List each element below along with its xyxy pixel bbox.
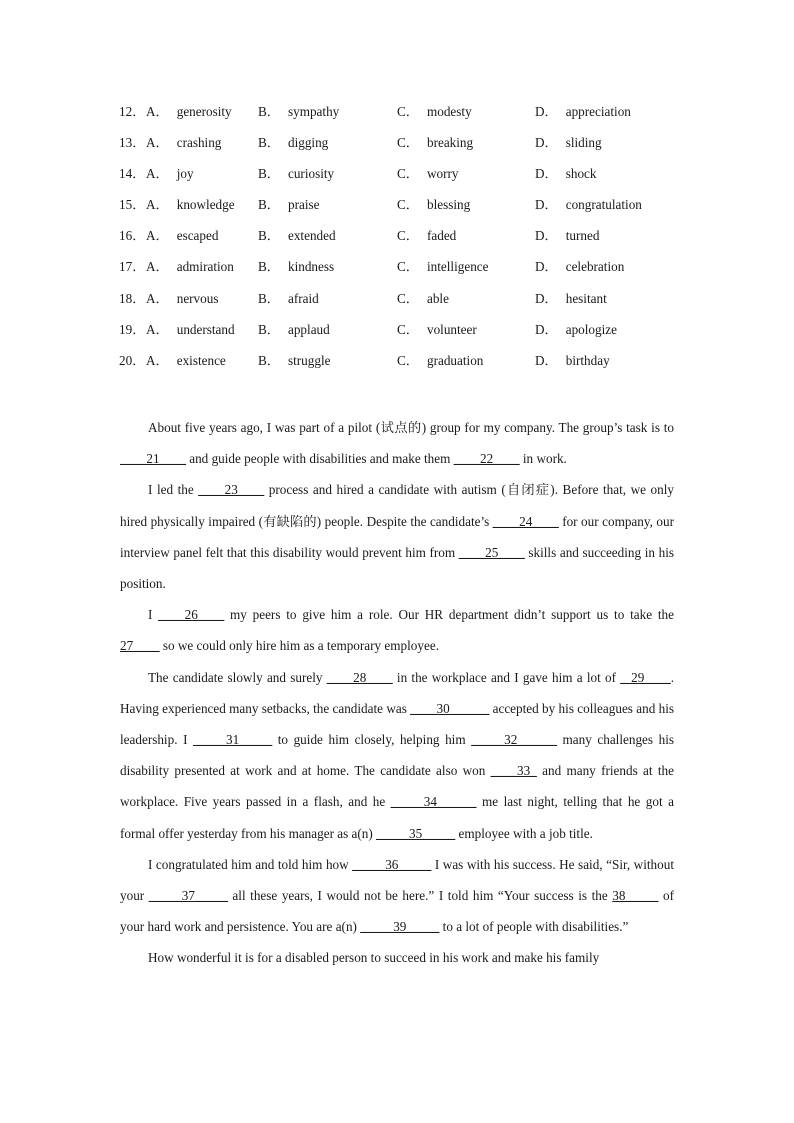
option-letter: C．	[397, 259, 419, 275]
blank-31: _____31_____	[193, 732, 273, 748]
option-d	[535, 101, 631, 123]
option-letter: A．	[146, 321, 169, 337]
option-d	[535, 163, 597, 185]
option-b	[258, 163, 334, 185]
option-c	[397, 256, 489, 278]
text: How wonderful it is for a disabled person to succeed in his work and make his family	[148, 950, 600, 966]
option-letter: B．	[258, 321, 280, 337]
option-b	[258, 288, 319, 310]
option-letter: C．	[397, 135, 419, 151]
option-letter: C．	[397, 166, 419, 182]
text: skills and succeeding in his position.	[120, 544, 674, 592]
text: and guide people with disabilities and make them	[185, 451, 454, 467]
blank-27: 27____	[120, 638, 160, 654]
blank-28: ____28____	[326, 669, 393, 685]
option-c	[397, 163, 458, 185]
text: many challenges his disability presented at work and at home. The candidate also won	[120, 732, 674, 779]
option-letter: D．	[535, 135, 558, 151]
option-letter: B．	[258, 290, 280, 306]
option-letter: B．	[258, 352, 280, 368]
question-number: 15．	[119, 197, 146, 213]
blank-32: _____32______	[471, 732, 557, 748]
option-word: kindness	[287, 259, 335, 275]
text: for our company, our interview panel felt that this disability would prevent him from	[120, 513, 674, 560]
option-word: intelligence	[426, 259, 489, 275]
question-number: 16．	[119, 228, 146, 244]
option-d	[535, 288, 607, 310]
option-word: understand	[176, 321, 235, 337]
blank-34: _____34______	[390, 794, 477, 810]
option-word: afraid	[287, 290, 319, 306]
option-d	[535, 132, 602, 154]
text: process and hired a candidate with autism (自闭症). Before that, we only hired physically impaired (有缺陷的) people. Despite the candidate’s	[120, 482, 674, 529]
option-word: admiration	[176, 259, 234, 275]
option-word: faded	[426, 228, 457, 244]
option-letter: B．	[258, 228, 280, 244]
option-c	[397, 319, 477, 341]
blank-26: ____26____	[158, 607, 225, 623]
text: I congratulated him and told him how	[148, 856, 353, 872]
option-b	[258, 256, 334, 278]
answer-options-list	[119, 101, 679, 381]
option-letter: A．	[146, 352, 169, 368]
option-word: sliding	[565, 135, 602, 151]
option-letter: D．	[535, 259, 558, 275]
option-c	[397, 350, 483, 372]
option-word: existence	[176, 352, 226, 368]
option-word: praise	[287, 197, 320, 213]
option-letter: D．	[535, 104, 558, 119]
option-letter: D．	[535, 321, 558, 337]
blank-37: _____37_____	[148, 888, 228, 904]
option-a	[146, 225, 218, 247]
blank-33: ____33_	[490, 763, 537, 779]
option-letter: D．	[535, 352, 558, 368]
option-letter: D．	[535, 228, 558, 244]
option-letter: C．	[397, 104, 419, 119]
question-number: 19．	[119, 321, 146, 337]
option-d	[535, 350, 610, 372]
option-letter: C．	[397, 197, 419, 213]
text: I was with his success. He said, “Sir, without your	[120, 856, 674, 904]
text: I led the	[148, 482, 199, 498]
option-letter: D．	[535, 166, 558, 182]
question-row	[119, 194, 679, 225]
option-b	[258, 132, 328, 154]
question-row	[119, 101, 679, 132]
option-a	[146, 288, 218, 310]
option-word: able	[426, 290, 449, 306]
option-letter: B．	[258, 259, 280, 275]
blank-30: ____30______	[410, 700, 490, 716]
option-letter: C．	[397, 321, 419, 337]
blank-39: _____39_____	[360, 919, 440, 935]
option-c	[397, 194, 470, 216]
option-c	[397, 101, 472, 123]
paragraph-2	[120, 474, 674, 599]
option-word: congratulation	[565, 197, 642, 213]
option-word: digging	[287, 135, 329, 151]
option-word: worry	[426, 166, 459, 182]
option-a	[146, 101, 232, 123]
question-row	[119, 132, 679, 163]
option-letter: A．	[146, 197, 169, 213]
option-word: sympathy	[287, 104, 340, 119]
option-d	[535, 225, 599, 247]
option-word: celebration	[565, 259, 625, 275]
blank-21: ____21____	[120, 451, 186, 467]
option-word: turned	[565, 228, 600, 244]
paragraph-1	[120, 412, 674, 474]
option-letter: B．	[258, 104, 280, 119]
option-word: joy	[176, 166, 194, 182]
option-letter: B．	[258, 135, 280, 151]
blank-38: 38_____	[612, 888, 659, 904]
option-word: applaud	[287, 321, 330, 337]
blank-23: ____23____	[198, 482, 265, 498]
option-letter: C．	[397, 352, 419, 368]
text: so we could only hire him as a temporary employee.	[159, 638, 439, 654]
option-c	[397, 132, 473, 154]
option-b	[258, 319, 330, 341]
text: I	[148, 607, 159, 623]
option-letter: D．	[535, 197, 558, 213]
question-row	[119, 163, 679, 194]
option-word: nervous	[176, 290, 219, 306]
text: . Having experienced many setbacks, the candidate was	[120, 669, 674, 716]
option-letter: B．	[258, 166, 280, 182]
question-number: 13．	[119, 135, 146, 151]
text: and many friends at the workplace. Five years passed in a flash, and he	[120, 763, 674, 810]
blank-22: ____22____	[453, 451, 520, 467]
text: to guide him closely, helping him	[272, 732, 472, 748]
option-letter: C．	[397, 228, 419, 244]
option-letter: A．	[146, 135, 169, 151]
blank-25: ____25____	[458, 544, 525, 560]
option-letter: D．	[535, 290, 558, 306]
question-row	[119, 225, 679, 256]
option-b	[258, 194, 319, 216]
option-d	[535, 256, 624, 278]
option-word: extended	[287, 228, 336, 244]
blank-35: _____35_____	[376, 825, 456, 841]
option-word: graduation	[426, 352, 484, 368]
paragraph-5	[120, 849, 674, 943]
cloze-passage	[120, 412, 674, 974]
option-word: hesitant	[565, 290, 607, 306]
option-a	[146, 132, 221, 154]
option-b	[258, 101, 339, 123]
option-word: appreciation	[565, 104, 631, 119]
question-row	[119, 319, 679, 350]
text: of your hard work and persistence. You are a(n)	[120, 888, 674, 935]
option-a	[146, 163, 194, 185]
paragraph-4	[120, 662, 674, 849]
option-b	[258, 350, 330, 372]
option-a	[146, 194, 235, 216]
option-letter: A．	[146, 166, 169, 182]
question-row	[119, 288, 679, 319]
blank-36: _____36_____	[352, 856, 432, 872]
paragraph-3	[120, 599, 674, 661]
blank-29: _ 29____	[620, 669, 671, 685]
text: all these years, I would not be here.” I told him “Your success is the	[227, 888, 613, 904]
option-word: shock	[565, 166, 597, 182]
text: accepted by his colleagues and his leadership. I	[120, 700, 674, 748]
option-a	[146, 350, 226, 372]
question-row	[119, 350, 679, 381]
blank-24: ____24____	[492, 513, 559, 529]
option-letter: A．	[146, 228, 169, 244]
option-word: escaped	[176, 228, 219, 244]
option-word: struggle	[287, 352, 331, 368]
text: my peers to give him a role. Our HR department didn’t support us to take the	[224, 607, 674, 623]
question-number: 20．	[119, 352, 146, 368]
text: The candidate slowly and surely	[148, 669, 327, 685]
text: to a lot of people with disabilities.”	[439, 919, 629, 935]
option-word: apologize	[565, 321, 617, 337]
option-word: curiosity	[287, 166, 335, 182]
text: About five years ago, I was part of a pilot (试点的) group for my company. The group’s task is to	[148, 420, 674, 435]
option-word: crashing	[176, 135, 222, 151]
option-a	[146, 319, 235, 341]
option-word: birthday	[565, 352, 610, 368]
option-letter: B．	[258, 197, 280, 213]
option-word: blessing	[426, 197, 471, 213]
option-letter: C．	[397, 290, 419, 306]
question-row	[119, 256, 679, 287]
text: employee with a job title.	[455, 825, 593, 841]
text: in work.	[519, 451, 567, 467]
option-letter: A．	[146, 104, 169, 119]
text: in the workplace and I gave him a lot of	[392, 669, 621, 685]
option-d	[535, 194, 642, 216]
option-word: generosity	[176, 104, 232, 119]
option-letter: A．	[146, 259, 169, 275]
question-number: 14．	[119, 166, 146, 182]
option-c	[397, 288, 449, 310]
option-b	[258, 225, 336, 247]
paragraph-6	[120, 942, 674, 973]
option-word: volunteer	[426, 321, 477, 337]
option-letter: A．	[146, 290, 169, 306]
option-word: knowledge	[176, 197, 235, 213]
text: me last night, telling that he got a formal offer yesterday from his manager as a(n)	[120, 794, 674, 841]
option-word: breaking	[426, 135, 474, 151]
question-number: 12．	[119, 104, 146, 119]
option-a	[146, 256, 234, 278]
question-number: 18．	[119, 290, 146, 306]
question-number: 17．	[119, 259, 146, 275]
option-c	[397, 225, 456, 247]
option-d	[535, 319, 617, 341]
option-word: modesty	[426, 104, 472, 119]
